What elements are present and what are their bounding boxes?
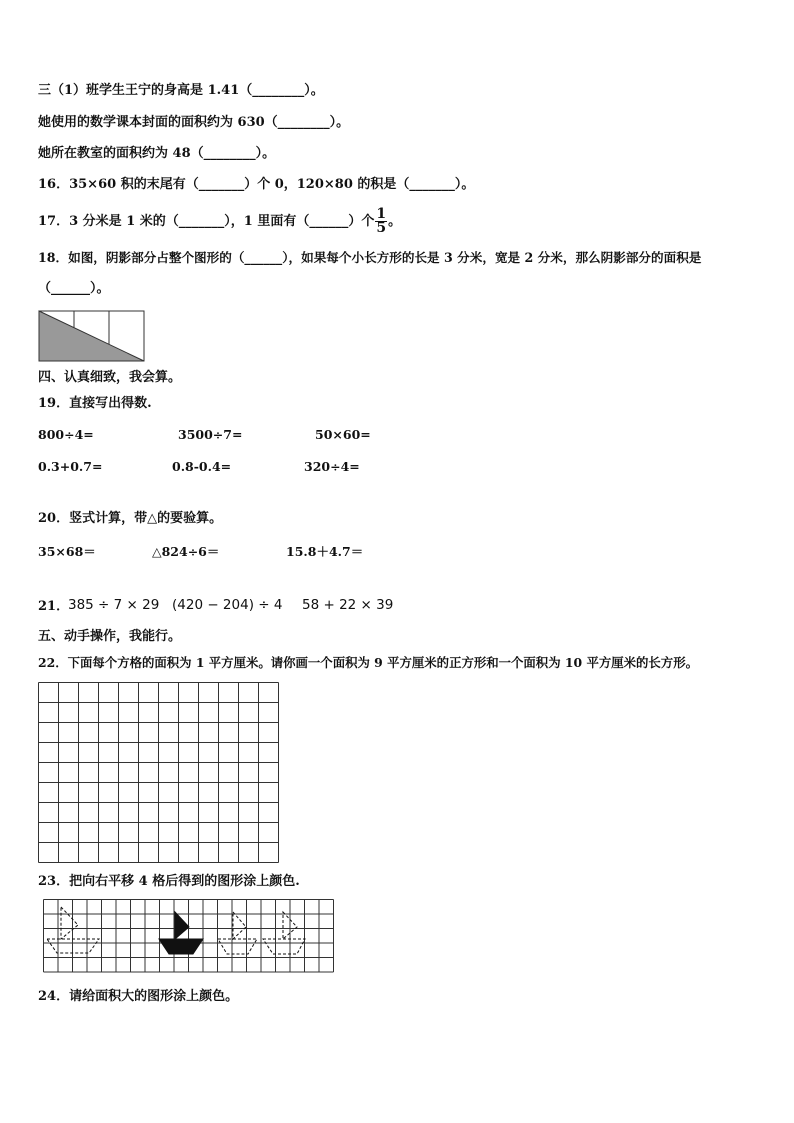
q19-calc-2: 3500÷7=: [178, 427, 243, 442]
q17-end: 。: [388, 214, 402, 229]
q15-book-area: 她使用的数学课本封面的面积约为 630（________）。: [38, 115, 350, 130]
solid-boat: [159, 912, 203, 954]
q20-calc-2: △824÷6＝: [152, 544, 220, 559]
fraction-denominator: 5: [376, 220, 387, 236]
question-16: 16．35×60 积的末尾有（_______）个 0，120×80 的积是（_______）。: [38, 177, 475, 192]
fraction-numerator: 1: [376, 206, 387, 222]
section-4-heading: 四、认真细致，我会算。: [38, 370, 182, 385]
question-20: 20．竖式计算，带△的要验算。: [38, 511, 223, 526]
q22-square-grid: [38, 682, 281, 863]
grid-lines: [44, 900, 334, 973]
fraction-one-fifth: [375, 208, 387, 235]
q15-height: 三（1）班学生王宁的身高是 1.41（________）。: [38, 83, 324, 98]
q19-calc-5: 0.8-0.4=: [172, 459, 232, 474]
q17-text: 17．3 分米是 1 米的（_______），1 里面有（______）个: [38, 214, 375, 229]
question-17: [38, 208, 401, 235]
question-19: 19．直接写出得数.: [38, 396, 152, 411]
q19-calc-6: 320÷4=: [304, 459, 360, 474]
question-24: 24．请给面积大的图形涂上颜色。: [38, 989, 239, 1004]
q20-calc-1: 35×68＝: [38, 544, 96, 559]
q19-calc-4: 0.3+0.7=: [38, 459, 103, 474]
question-21-label: 21．: [38, 599, 70, 614]
question-18-answer: （______）。: [38, 281, 110, 296]
q23-boat-grid: [43, 899, 335, 976]
section-5-heading: 五、动手操作，我能行。: [38, 629, 182, 644]
q19-calc-3: 50×60=: [315, 427, 371, 442]
grid-lines: [39, 683, 279, 863]
q21-expr-1: 385 ÷ 7 × 29: [68, 597, 160, 613]
dashed-boat-3: [263, 912, 305, 954]
q18-rectangle-figure: [38, 310, 146, 362]
q20-calc-3: 15.8＋4.7＝: [286, 544, 364, 559]
q21-expr-2: (420 − 204) ÷ 4: [172, 597, 283, 613]
question-22: 22．下面每个方格的面积为 1 平方厘米。请你画一个面积为 9 平方厘米的正方形和一个面积为 10 平方厘米的长方形。: [38, 655, 698, 670]
q19-calc-1: 800÷4=: [38, 427, 94, 442]
question-18: 18．如图，阴影部分占整个图形的（______），如果每个小长方形的长是 3 分米，宽是 2 分米，那么阴影部分的面积是: [38, 250, 702, 265]
dashed-boat-2: [218, 912, 257, 954]
q21-expr-3: 58 + 22 × 39: [302, 597, 394, 613]
q15-classroom-area: 她所在教室的面积约为 48（________）。: [38, 146, 276, 161]
question-23: 23．把向右平移 4 格后得到的图形涂上颜色.: [38, 874, 300, 889]
